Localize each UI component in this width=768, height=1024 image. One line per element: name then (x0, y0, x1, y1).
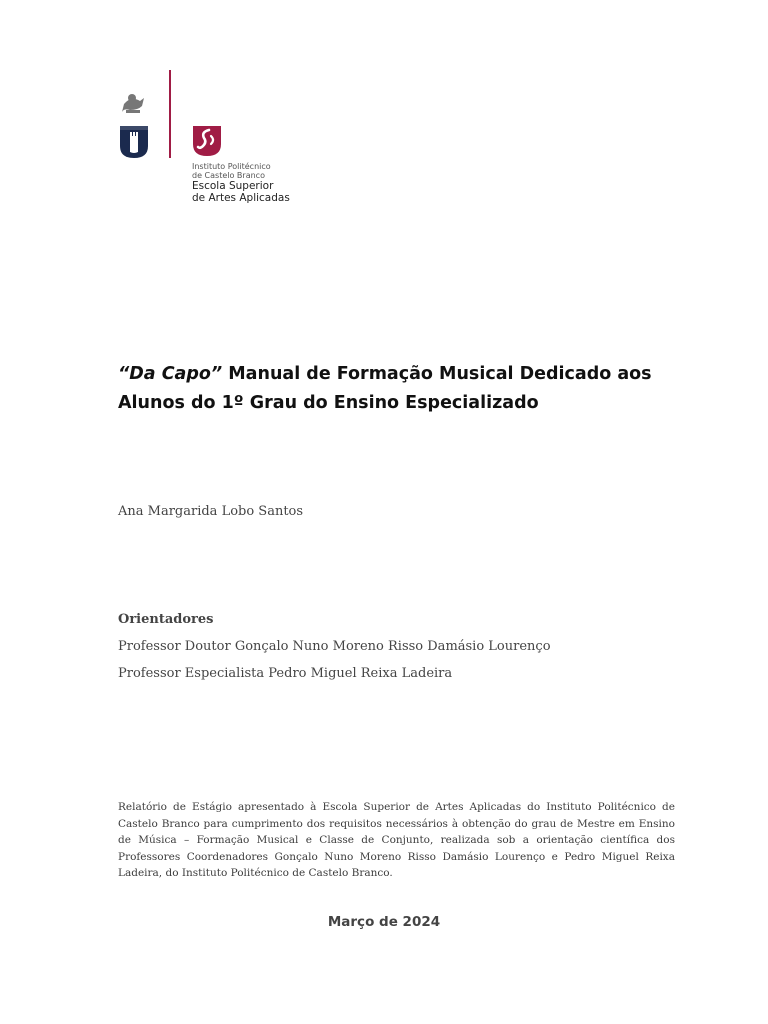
document-title (118, 360, 688, 418)
school-name-line2: de Artes Aplicadas (192, 192, 290, 205)
logo-divider (169, 70, 171, 158)
report-statement: Relatório de Estágio apresentado à Escola Superior de Artes Aplicadas do Instituto Politécnico de Castelo Branco para cumprimento dos requisitos necessários à obtenção do grau de Mestre em Ensino de Música – Formação Musical e Classe de Conjunto, realizada sob a orientação científica dos Professores Coordenadores Gonçalo Nuno Moreno Risso Damásio Lourenço e Pedro Miguel Reixa Ladeira, do Instituto Politécnico de Castelo Branco. (118, 801, 675, 879)
advisors-heading: Orientadores (118, 612, 214, 627)
submission-date: Março de 2024 (327, 914, 441, 930)
title-main-part: Manual de Formação Musical Dedicado aos Alunos do 1º Grau do Ensino Especializado (118, 364, 652, 413)
school-brand-icon (191, 124, 223, 158)
institute-name-line1: Instituto Politécnico (192, 162, 271, 171)
author-name: Ana Margarida Lobo Santos (118, 504, 304, 519)
institute-name-line2: de Castelo Branco (192, 171, 265, 181)
advisor-1: Professor Doutor Gonçalo Nuno Moreno Risso Damásio Lourenço (118, 639, 551, 654)
logo-text (192, 162, 290, 205)
title-italic-part: “Da Capo” (118, 364, 223, 384)
institution-logo (118, 70, 318, 210)
school-name-line1: Escola Superior (192, 180, 274, 193)
advisor-2: Professor Especialista Pedro Miguel Reixa Ladeira (118, 666, 453, 681)
shield-emblem-icon (118, 92, 150, 160)
